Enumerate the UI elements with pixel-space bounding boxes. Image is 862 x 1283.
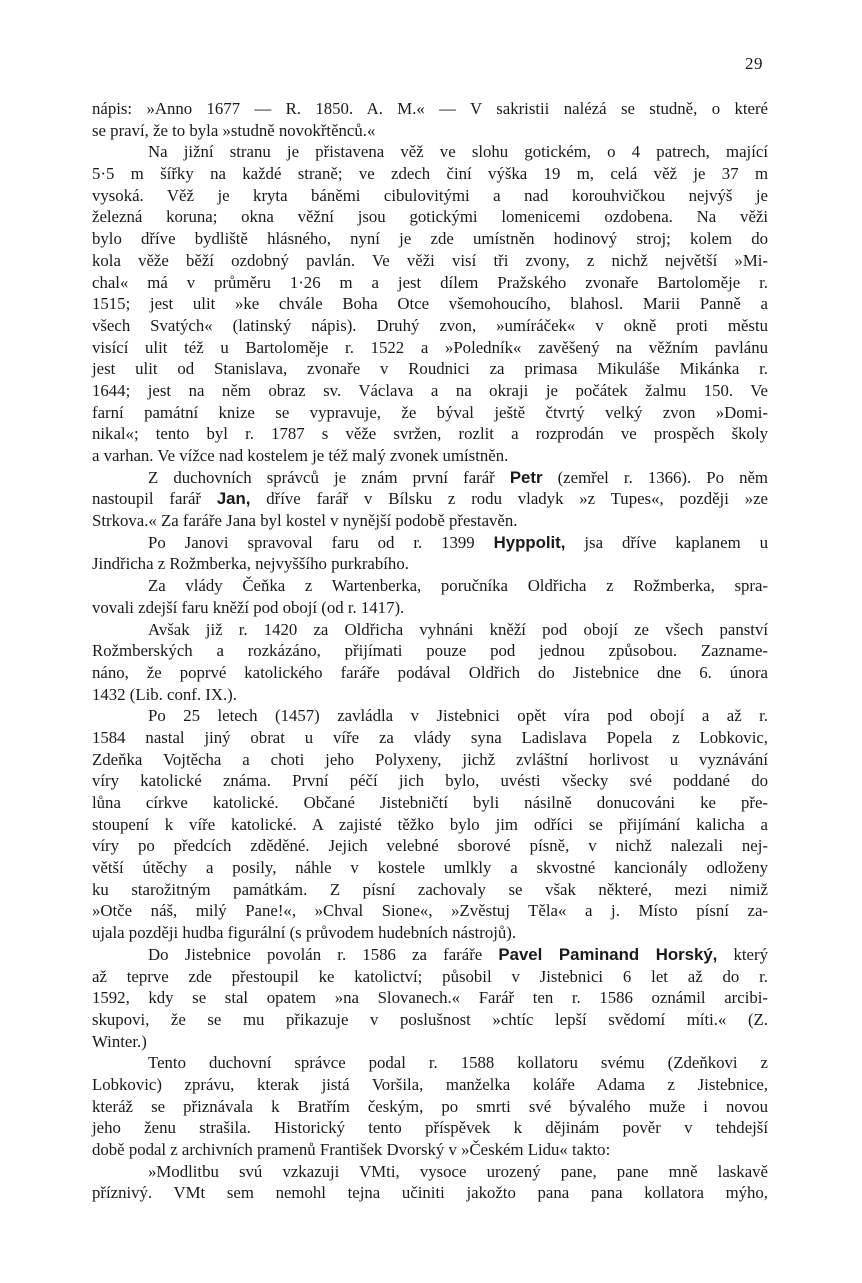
- text-segment: Z duchovních správců je znám první farář: [148, 467, 510, 487]
- text-line: [92, 944, 768, 966]
- text-line: [92, 120, 768, 142]
- text-line: [92, 987, 768, 1009]
- text-line: [92, 272, 768, 294]
- text-segment: stoupení k víře katolické. A zajisté těžko bylo jim odříci se přijímání kalicha a: [92, 814, 768, 834]
- text-segment: nastoupil farář: [92, 489, 217, 509]
- bold-name: Pavel Paminand Horský,: [498, 944, 718, 964]
- text-segment: »Otče náš, milý Pane!«, »Chval Sione«, »Zvěstuj Těla« a j. Místo písní za-: [92, 901, 768, 921]
- text-line: [92, 445, 768, 467]
- text-line: [92, 163, 768, 185]
- text-segment: se praví, že to byla »studně novokřtěnců.«: [92, 120, 376, 140]
- text-line: [92, 922, 768, 944]
- text-line: [92, 228, 768, 250]
- text-line: [92, 662, 768, 684]
- body-text: [92, 98, 768, 1204]
- text-segment: dříve farář v Bílsku z rodu vladyk »z Tupes«, později »ze: [250, 489, 768, 509]
- text-segment: Jindřicha z Rožmberka, nejvyššího purkrabího.: [92, 554, 409, 574]
- text-line: [92, 619, 768, 641]
- text-line: [92, 749, 768, 771]
- text-segment: 1592, kdy se stal opatem »na Slovanech.« Farář ten r. 1586 oznámil arcibi-: [92, 988, 768, 1008]
- text-line: [92, 358, 768, 380]
- text-line: [92, 792, 768, 814]
- text-line: [92, 337, 768, 359]
- text-line: [92, 597, 768, 619]
- text-segment: náno, že poprvé katolického faráře podával Oldřich do Jistebnice dne 6. února: [92, 662, 768, 682]
- text-line: [92, 1074, 768, 1096]
- bold-name: Hyppolit,: [493, 532, 566, 552]
- text-segment: Za vlády Čeňka z Wartenberka, poručníka Oldřicha z Rožmberka, spra-: [148, 576, 768, 596]
- text-line: [92, 293, 768, 315]
- text-segment: 1584 nastal jiný obrat u víře za vlády syna Ladislava Popela z Lobkovic,: [92, 727, 768, 747]
- text-line: [92, 315, 768, 337]
- text-segment: ujala později hudba figurální (s průvodem hudebních nástrojů).: [92, 923, 517, 943]
- text-line: [92, 510, 768, 532]
- text-segment: příznivý. VMt sem nemohl tejna učiniti jakožto pana pana kollatora mýho,: [92, 1183, 768, 1203]
- text-segment: nikal«; tento byl r. 1787 s věže svržen, rozlit a rozprodán ve prospěch školy: [92, 424, 768, 444]
- text-segment: Do Jistebnice povolán r. 1586 za faráře: [148, 944, 499, 964]
- text-segment: lůna církve katolické. Občané Jistebničtí byli násilně donucováni ke pře-: [92, 793, 768, 812]
- text-line: [92, 1096, 768, 1118]
- text-line: [92, 1161, 768, 1183]
- text-segment: víry po předcích zděděné. Jejich velebné sborové písně, v nichž nalezali nej-: [92, 836, 768, 856]
- bold-name: Jan,: [216, 489, 251, 509]
- text-segment: Rožmberských a rozkázáno, přijímati pouze pod jednou způsobou. Zazname-: [92, 641, 768, 661]
- text-segment: Strkova.« Za faráře Jana byl kostel v nynější podobě přestavěn.: [92, 511, 518, 531]
- text-segment: visící ulit též u Bartoloměje r. 1522 a »Poledník« zavěšený na věžním pavlánu: [92, 337, 768, 357]
- text-segment: kteráž se přiznávala k Bratřím českým, po smrti své bývalého muže i novou: [92, 1096, 768, 1116]
- text-line: [92, 423, 768, 445]
- text-line: [92, 1139, 768, 1161]
- text-line: [92, 900, 768, 922]
- text-line: [92, 770, 768, 792]
- text-line: [92, 1052, 768, 1074]
- text-segment: jsa dříve kaplanem u: [565, 532, 768, 552]
- text-line: [92, 553, 768, 575]
- text-segment: Po Janovi spravoval faru od r. 1399: [148, 532, 494, 552]
- text-line: [92, 141, 768, 163]
- page-number: 29: [745, 54, 763, 73]
- text-segment: 1644; jest na něm obraz sv. Václava a na okraji je počátek žalmu 150. Ve: [92, 380, 768, 400]
- text-segment: jeho ženu strašila. Historický tento příspěvek k dějinám pověr v tehdejší: [92, 1118, 768, 1138]
- text-segment: Lobkovic) zprávu, kterak jistá Voršila, manželka koláře Adama z Jistebnice,: [92, 1074, 768, 1094]
- text-line: [92, 705, 768, 727]
- text-segment: farní památní knize se vypravuje, že býval ještě čtvrtý velký zvon »Domi-: [92, 402, 768, 422]
- text-line: [92, 857, 768, 879]
- text-line: [92, 250, 768, 272]
- text-line: [92, 1009, 768, 1031]
- text-segment: 5·5 m šířky na každé straně; ve zdech činí výška 19 m, celá věž je 37 m: [92, 164, 768, 184]
- bold-name: Petr: [509, 467, 543, 487]
- text-segment: až teprve zde přestoupil ke katolictví; působil v Jistebnici 6 let až do r.: [92, 966, 768, 986]
- text-segment: vysoká. Věž je kryta báněmi cibulovitými a nad korouhvičkou nejvýš je: [92, 185, 768, 205]
- text-line: [92, 380, 768, 402]
- text-segment: 1432 (Lib. conf. IX.).: [92, 684, 237, 704]
- text-segment: víry katolické známa. První péčí jich bylo, uvésti všecky své poddané do: [92, 771, 768, 791]
- text-line: [92, 488, 768, 510]
- text-segment: době podal z archivních pramenů František Dvorský v »Českém Lidu« takto:: [92, 1140, 611, 1159]
- text-segment: a varhan. Ve vížce nad kostelem je též malý zvonek umístněn.: [92, 446, 509, 465]
- text-line: [92, 1117, 768, 1139]
- text-segment: železná koruna; okna věžní jsou gotickými lomenicemi ozdobena. Na věži: [92, 207, 768, 227]
- text-segment: chal« má v průměru 1·26 m a jest dílem Pražského zvonaře Bartoloměje r.: [92, 272, 768, 292]
- text-line: [92, 1182, 768, 1204]
- text-segment: kola věže běží ozdobný pavlán. Ve věži visí tři zvony, z nichž největší »Mi-: [92, 250, 768, 270]
- text-segment: skupovi, že se mu přikazuje v poslušnost »chtíc lepší svědomí míti.« (Z.: [92, 1009, 768, 1029]
- text-segment: nápis: »Anno 1677 — R. 1850. A. M.« — V sakristii nalézá se studně, o které: [92, 99, 768, 118]
- text-line: [92, 684, 768, 706]
- text-segment: všech Svatých« (latinský nápis). Druhý zvon, »umíráček« v okně proti městu: [92, 315, 768, 335]
- text-segment: vovali zdejší faru kněží pod obojí (od r. 1417).: [92, 597, 405, 617]
- text-segment: jest ulit od Stanislava, zvonaře v Roudnici za primasa Mikuláše Mikánka r.: [92, 359, 768, 379]
- text-segment: »Modlitbu svú vzkazuji VMti, vysoce urozený pane, pane mně laskavě: [148, 1161, 768, 1181]
- text-line: [92, 640, 768, 662]
- text-line: [92, 206, 768, 228]
- text-segment: (zemřel r. 1366). Po něm: [542, 467, 768, 487]
- text-segment: Na jižní stranu je přistavena věž ve slohu gotickém, o 4 patrech, mající: [148, 142, 768, 162]
- text-line: [92, 835, 768, 857]
- text-segment: Zdeňka Vojtěcha a choti jeho Polyxeny, jichž zvláštní horlivost u vyznávání: [92, 749, 768, 769]
- text-line: [92, 467, 768, 489]
- text-segment: Winter.): [92, 1031, 147, 1051]
- text-line: [92, 532, 768, 554]
- text-line: [92, 402, 768, 424]
- text-line: [92, 727, 768, 749]
- text-line: [92, 98, 768, 120]
- text-line: [92, 966, 768, 988]
- text-line: [92, 185, 768, 207]
- text-segment: 1515; jest ulit »ke chvále Boha Otce všemohoucího, blahosl. Marii Panně a: [92, 294, 768, 314]
- text-line: [92, 814, 768, 836]
- text-line: [92, 575, 768, 597]
- text-segment: Avšak již r. 1420 za Oldřicha vyhnáni kněží pod obojí ze všech panství: [148, 619, 768, 639]
- text-line: [92, 879, 768, 901]
- text-line: [92, 1031, 768, 1053]
- text-segment: větší útěchy a posily, náhle v kostele umlkly a skvostné kancionály odloženy: [92, 858, 768, 878]
- text-segment: Po 25 letech (1457) zavládla v Jistebnici opět víra pod obojí a až r.: [148, 706, 768, 726]
- text-segment: bylo dříve bydliště hlásného, nyní je zde umístněn hodinový stroj; kolem do: [92, 229, 768, 249]
- text-segment: Tento duchovní správce podal r. 1588 kollatoru svému (Zdeňkovi z: [148, 1053, 768, 1073]
- text-segment: který: [717, 944, 768, 964]
- text-segment: ku starožitným památkám. Z písní zachovaly se však některé, mezi nimiž: [92, 879, 768, 899]
